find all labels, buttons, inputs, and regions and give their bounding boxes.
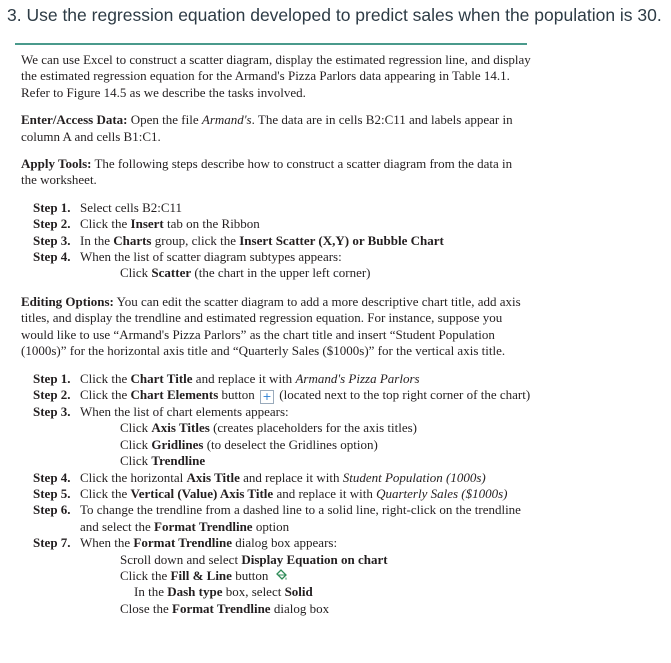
bold-term: Chart Elements — [130, 386, 219, 402]
step-b3-sub3 — [33, 453, 531, 469]
text-run: Open the file — [127, 112, 202, 128]
bold-term: Trendline — [151, 453, 206, 469]
step-b7-sub2 — [33, 568, 531, 584]
text-run: In the — [134, 584, 168, 600]
step-label: Step 6. — [33, 502, 71, 518]
text-run: dialog box — [270, 600, 330, 616]
chart-elements-plus-icon: + — [260, 390, 274, 404]
step-text: When the list of chart elements appears: — [80, 403, 289, 419]
text-run: button — [231, 567, 272, 583]
bold-term: Gridlines — [151, 436, 204, 452]
text-run: group, click the — [151, 232, 240, 248]
text-run: When the — [80, 535, 134, 551]
step-b7-sub3 — [33, 584, 531, 600]
step-a4-sub — [33, 265, 531, 281]
bold-term: Solid — [284, 584, 313, 600]
text-run: Click — [120, 453, 152, 469]
scatter-steps — [33, 200, 531, 282]
text-run: and replace it with — [273, 485, 377, 501]
step-a2 — [33, 216, 531, 232]
text-run: In the — [80, 232, 114, 248]
editing-steps — [33, 371, 531, 618]
excel-instructions — [21, 52, 531, 629]
question-text: 3. Use the regression equation developed to predict sales when the population is 30. — [7, 5, 662, 25]
step-label: Step 3. — [33, 232, 71, 248]
bold-term: Display Equation on chart — [241, 551, 388, 567]
text-run: tab on the Ribbon — [163, 216, 260, 232]
step-b7 — [33, 535, 531, 551]
apply-tools-label: Apply Tools: — [21, 156, 92, 172]
text-run: You can edit the scatter diagram to add a more descriptive chart title, add axis titles, and display the trendline and estimated regression equation. For instance, suppose you would like to use “Armand's Pizza Parlors” as the chart title and insert “Student Population (1000s)” for the horizontal axis title and “Quarterly Sales ($1000s)” for the vertical axis title. — [21, 293, 521, 359]
italic-term: Student Population (1000s) — [342, 469, 486, 485]
editing-options-paragraph — [21, 294, 531, 360]
text-run: (located next to the top right corner of the chart) — [276, 386, 531, 402]
step-label: Step 1. — [33, 199, 71, 215]
file-name: Armand's — [201, 112, 252, 128]
step-b1 — [33, 371, 531, 387]
intro-paragraph: We can use Excel to construct a scatter diagram, display the estimated regression line, and display the estimated regression equation for the Armand's Pizza Parlors data appearing in Table 14.1. Refer to Figure 14.5 as we describe the tasks involved. — [21, 52, 531, 100]
italic-term: Armand's Pizza Parlors — [295, 370, 420, 386]
step-text — [80, 535, 531, 551]
step-text — [80, 371, 531, 387]
bold-term: Insert Scatter (X,Y) or Bubble Chart — [239, 232, 444, 248]
bold-term: Chart Title — [130, 370, 193, 386]
step-label: Step 4. — [33, 469, 71, 485]
text-run: . The data are in cells B2:C11 and labels appear in column A and cells B1:C1. — [21, 112, 513, 144]
step-b3 — [33, 404, 531, 420]
bold-term: Scatter — [151, 265, 192, 281]
bold-term: Format Trendline — [172, 600, 271, 616]
apply-tools-paragraph — [21, 156, 531, 189]
step-text — [80, 470, 531, 486]
step-text — [80, 486, 531, 502]
step-label: Step 5. — [33, 485, 71, 501]
text-run: and replace it with — [192, 370, 296, 386]
text-run: Click the — [120, 567, 171, 583]
text-run: Scroll down and select — [120, 551, 242, 567]
step-label: Step 2. — [33, 386, 71, 402]
step-b2 — [33, 387, 531, 404]
text-run: and replace it with — [239, 469, 343, 485]
text-run: Click the horizontal — [80, 469, 187, 485]
step-a1 — [33, 200, 531, 216]
text-run: box, select — [222, 584, 285, 600]
step-b5 — [33, 486, 531, 502]
paint-bucket-icon — [274, 568, 288, 582]
text-run: option — [252, 518, 290, 534]
bold-term: Axis Titles — [151, 420, 210, 436]
step-label: Step 1. — [33, 370, 71, 386]
text-run: Click — [120, 265, 152, 281]
italic-term: Quarterly Sales ($1000s) — [376, 485, 508, 501]
step-b3-sub2 — [33, 437, 531, 453]
text-run: (the chart in the upper left corner) — [191, 265, 371, 281]
step-text: When the list of scatter diagram subtypes appears: — [80, 249, 342, 265]
step-text — [80, 233, 531, 249]
divider-rule — [15, 43, 527, 45]
step-label: Step 2. — [33, 216, 71, 232]
text-run: Click the — [80, 216, 131, 232]
text-run: Click the — [80, 386, 131, 402]
step-a3 — [33, 233, 531, 249]
bold-term: Fill & Line — [170, 567, 232, 583]
step-b4 — [33, 470, 531, 486]
bold-term: Axis Title — [186, 469, 240, 485]
bold-term: Format Trendline — [133, 535, 233, 551]
step-a4 — [33, 249, 531, 265]
text-run: Click the — [80, 485, 131, 501]
step-b3-sub1 — [33, 420, 531, 436]
text-run: dialog box appears: — [232, 535, 338, 551]
text-run: Click — [120, 436, 152, 452]
text-run: Click the — [80, 370, 131, 386]
text-run: (to deselect the Gridlines option) — [203, 436, 378, 452]
text-run: To change the trendline from a dashed line to a solid line, right-click on the trendline and select the — [80, 502, 521, 534]
text-run: Click — [120, 420, 152, 436]
step-text — [80, 216, 531, 232]
step-label: Step 3. — [33, 403, 71, 419]
editing-options-label: Editing Options: — [21, 293, 114, 309]
text-run: The following steps describe how to construct a scatter diagram from the data in the worksheet. — [21, 156, 513, 188]
bold-term: Insert — [130, 216, 164, 232]
bold-term: Dash type — [167, 584, 223, 600]
step-text: Select cells B2:C11 — [80, 199, 183, 215]
step-b7-sub1 — [33, 552, 531, 568]
text-run: Close the — [120, 600, 172, 616]
step-text — [80, 387, 531, 404]
text-run: (creates placeholders for the axis titles) — [209, 420, 418, 436]
step-text — [80, 502, 531, 535]
text-run: button — [218, 386, 259, 402]
enter-access-paragraph — [21, 112, 531, 145]
bold-term: Charts — [113, 232, 152, 248]
step-b6 — [33, 502, 531, 535]
step-label: Step 7. — [33, 535, 71, 551]
bold-term: Vertical (Value) Axis Title — [130, 485, 274, 501]
step-label: Step 4. — [33, 249, 71, 265]
step-b7-sub4 — [33, 601, 531, 617]
enter-access-label: Enter/Access Data: — [21, 112, 128, 128]
bold-term: Format Trendline — [154, 518, 253, 534]
